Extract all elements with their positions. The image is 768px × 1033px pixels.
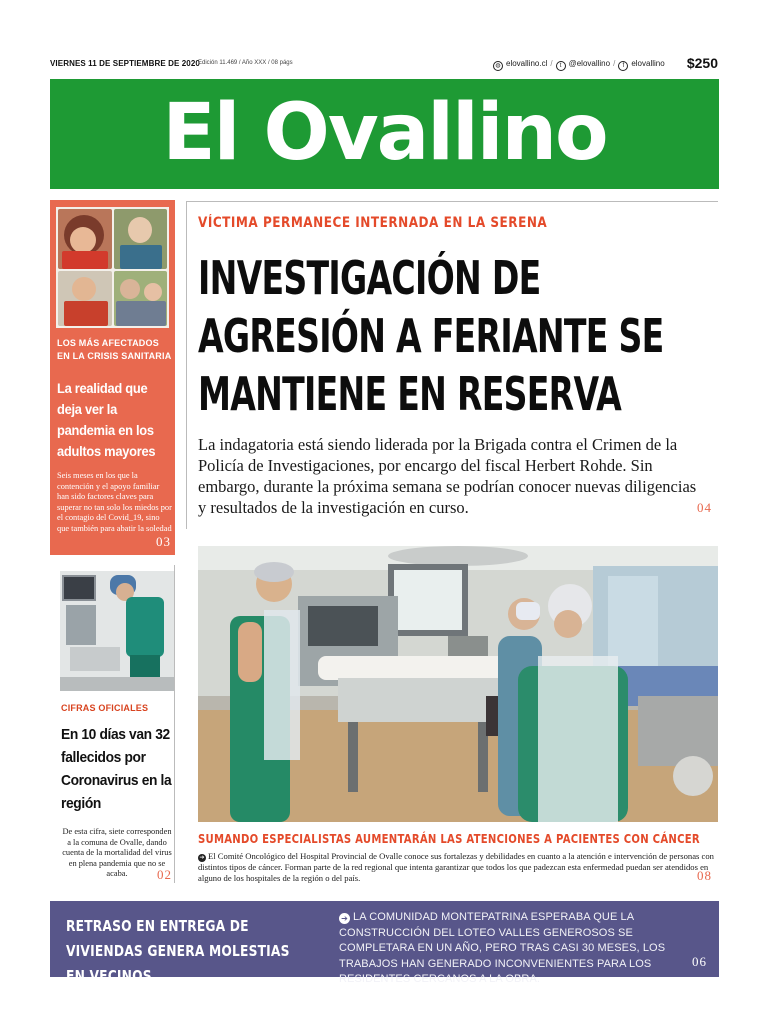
operating-room-illustration [198, 546, 718, 822]
banner-summary [339, 910, 709, 988]
elderly-collage-photo [56, 207, 169, 328]
operating-room-photo[interactable] [198, 546, 718, 822]
top-strip [50, 56, 720, 72]
story-headline[interactable]: La realidad que deja ver la pandemia en los adultos mayores [57, 380, 156, 459]
main-deck: La indagatoria está siendo liderada por la Brigada contra el Crimen de la Policía de Investigaciones, por encargo del fiscal Herbert Rohde. Sin embargo, durante la próxima semana se podrían conocer nuevas diligencias y resultados de la investigación en curso. [198, 435, 697, 517]
page-reference[interactable]: 03 [156, 534, 171, 549]
health-worker-photo [60, 571, 174, 691]
page-reference[interactable]: 06 [692, 954, 707, 969]
arrow-icon: ➔ [339, 913, 350, 924]
banner-headline[interactable]: RETRASO EN ENTREGA DE VIVIENDAS GENERA MOLESTIAS EN VECINOS [66, 917, 290, 985]
website-link[interactable]: elovallino.cl [506, 59, 548, 68]
page-reference[interactable]: 08 [697, 868, 712, 883]
page-reference[interactable]: 02 [157, 867, 172, 882]
side-story-covid-deaths[interactable] [50, 565, 175, 883]
bottom-banner-housing[interactable] [50, 901, 719, 985]
twitter-icon: t [556, 61, 566, 71]
twitter-link[interactable]: @elovallino [568, 59, 611, 68]
side-story-elderly[interactable] [50, 200, 175, 555]
top-divider [186, 201, 718, 202]
story-kicker: LOS MÁS AFECTADOS EN LA CRISIS SANITARIA [57, 338, 172, 361]
photo-caption-text: El Comité Oncológico del Hospital Provincial de Ovalle conoce sus fortalezas y debilidades en cuanto a la atención e intervención de personas con distintos tipos de cáncer. Forman parte de la red regional que intenta garantizar que todos los que padezcan esta enfermedad puedan ser atendidos en alguno de los hospitales de la región o del país. [198, 851, 714, 883]
story-kicker: CIFRAS OFICIALES [61, 703, 149, 713]
globe-icon: ◍ [493, 61, 503, 71]
social-links: ◍ elovallino.cl / t @elovallino / f elovallino [493, 59, 665, 71]
masthead [50, 79, 719, 189]
story-summary: De esta cifra, siete corresponden a la comuna de Ovalle, dando cuenta de la mortalidad del virus en plena pandemia que no se acaba. [62, 827, 172, 878]
newspaper-logo[interactable]: El Ovallino [162, 88, 607, 178]
story-headline[interactable]: En 10 días van 32 fallecidos por Coronavirus en la región [61, 726, 172, 812]
photo-headline[interactable]: SUMANDO ESPECIALISTAS AUMENTARÁN LAS ATENCIONES A PACIENTES CON CÁNCER [198, 832, 700, 846]
edition-meta: Edición 11.469 / Año XXX / 08 págs [198, 60, 293, 66]
arrow-icon: ➔ [199, 855, 205, 861]
price: $250 [686, 55, 718, 71]
main-kicker: VÍCTIMA PERMANECE INTERNADA EN LA SERENA [198, 215, 548, 231]
facebook-icon: f [618, 61, 628, 71]
issue-date: VIERNES 11 DE SEPTIEMBRE DE 2020 [50, 59, 200, 68]
column-divider [186, 201, 187, 529]
page-reference[interactable]: 04 [697, 500, 712, 515]
banner-summary-text: LA COMUNIDAD MONTEPATRINA ESPERABA QUE LA CONSTRUCCIÓN DEL LOTEO VALLES GENEROSOS SE COMPLETARA EN UN AÑO, PERO TRAS CASI 30 MESES, LOS TRABAJOS HAN GENERADO INCONVENIENTES PARA LOS RESIDENTES CERCANOS A LA OBRA. [339, 911, 666, 985]
photo-caption [198, 851, 720, 884]
main-headline[interactable]: INVESTIGACIÓN DE AGRESIÓN A FERIANTE SE MANTIENE EN RESERVA [198, 251, 664, 421]
story-summary: Seis meses en los que la contención y el apoyo familiar han sido factores claves para superar no tan solo los miedos por el contagio del Covid_19, sino que también para abatir la soledad [57, 471, 172, 533]
facebook-link[interactable]: elovallino [631, 59, 665, 68]
